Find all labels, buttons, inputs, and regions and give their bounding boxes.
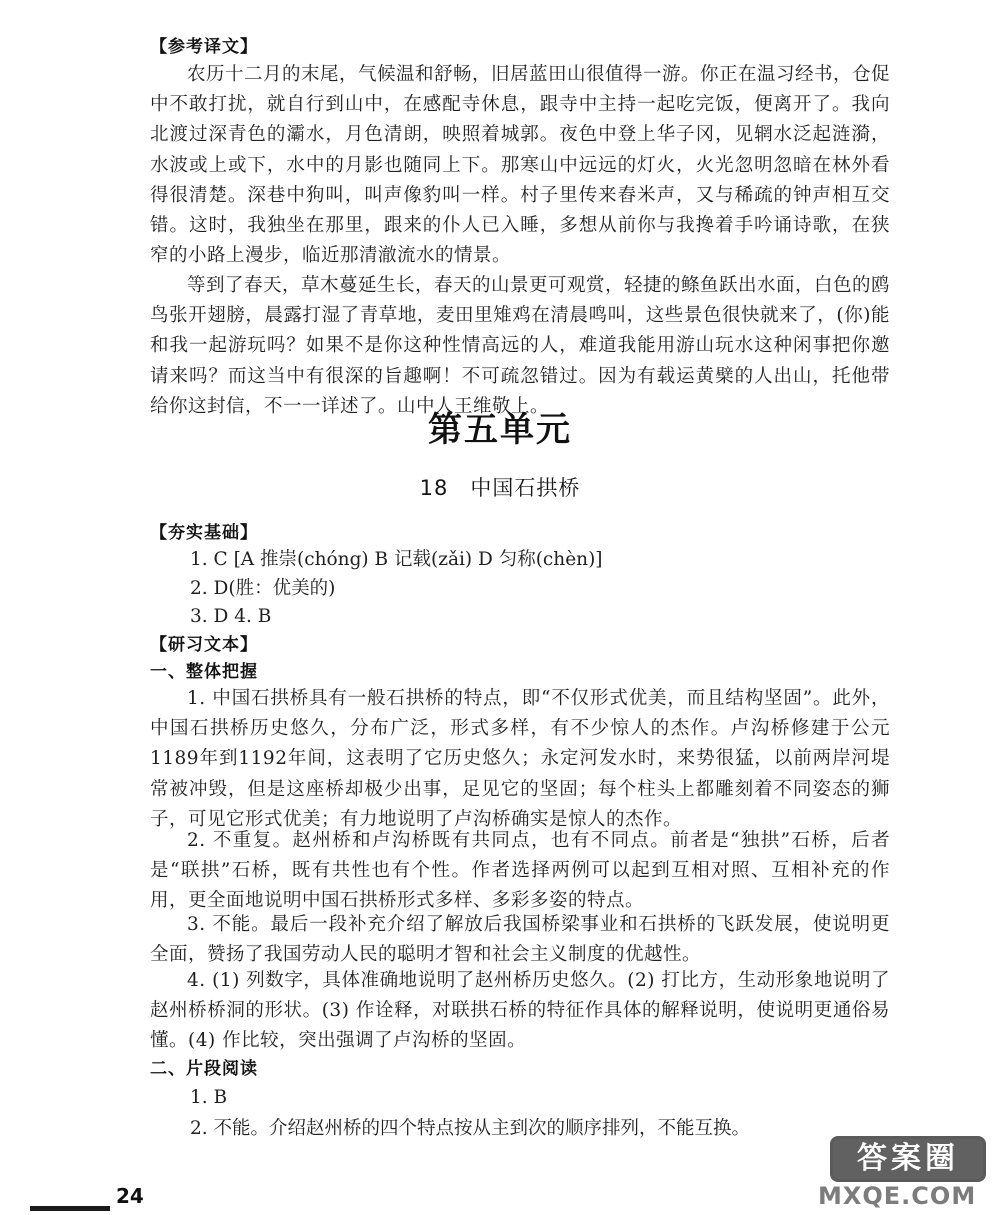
- foundation-answer-3: 3. D 4. B: [190, 606, 272, 627]
- study-part1-heading: 一、整体把握: [150, 662, 258, 682]
- page-number: 24: [116, 1184, 144, 1208]
- study-part1-answer-2: 2. 不重复。赵州桥和卢沟桥既有共同点，也有不同点。前者是“独拱”石桥，后者是“联拱”石桥，既有共性也有个性。作者选择两例可以起到互相对照、互相补充的作用，更全面地说明中国石拱桥形式多样、多彩多姿的特点。: [150, 830, 890, 912]
- translation-paragraph-2: 等到了春天，草木蔓延生长，春天的山景更可观赏，轻捷的鲦鱼跃出水面，白色的鸥鸟张开翅膀，晨露打湿了青草地，麦田里雉鸡在清晨鸣叫，这些景色很快就来了，(你)能和我一起游玩吗？如果不是你这种性情高远的人，难道我能用游山玩水这种闲事把你邀请来吗？而这当中有很深的旨趣啊！不可疏忽错过。因为有载运黄檗的人出山，托他带给你这封信，不一一详述了。山中人王维敬上。: [150, 275, 891, 417]
- foundation-heading: 【夯实基础】: [150, 523, 258, 543]
- translation-heading: 【参考译文】: [150, 37, 258, 57]
- study-part2-answer-1: 1. B: [190, 1087, 228, 1108]
- lesson-name: 中国石拱桥: [470, 476, 581, 500]
- foundation-answer-1: 1. C [A 推崇(chóng) B 记载(zǎi) D 匀称(chèn)]: [190, 549, 603, 570]
- watermark-logo: 答案圈: [830, 1136, 986, 1182]
- study-part1-answer-1: 1. 中国石拱桥具有一般石拱桥的特点，即“不仅形式优美，而且结构坚固”。此外，中国石拱桥历史悠久，分布广泛，形式多样，有不少惊人的杰作。卢沟桥修建于公元1189年到1192年间，这表明了它历史悠久；永定河发水时，来势很猛，以前两岸河堤常被冲毁，但是这座桥却极少出事，足见它的坚固；每个柱头上都雕刻着不同姿态的狮子，可见它形式优美；有力地说明了卢沟桥确实是惊人的杰作。: [150, 688, 890, 830]
- lesson-number: 18: [419, 476, 449, 500]
- lesson-title: [0, 474, 1000, 502]
- page-number-bar: [30, 1206, 110, 1211]
- study-heading: 【研习文本】: [150, 635, 258, 655]
- study-part1-answer-4: 4. (1) 列数字，具体准确地说明了赵州桥历史悠久。(2) 打比方，生动形象地说明了赵州桥桥洞的形状。(3) 作诠释，对联拱石桥的特征作具体的解释说明，使说明更通俗易懂。(4) 作比较，突出强调了卢沟桥的坚固。: [150, 970, 890, 1052]
- foundation-answer-2: 2. D(胜：优美的): [190, 578, 336, 599]
- unit-title: 第五单元: [428, 410, 572, 450]
- study-part1-answer-3: 3. 不能。最后一段补充介绍了解放后我国桥梁事业和石拱桥的飞跃发展，使说明更全面，赞扬了我国劳动人民的聪明才智和社会主义制度的优越性。: [150, 914, 890, 966]
- study-part2-answer-2: 2. 不能。介绍赵州桥的四个特点按从主到次的顺序排列，不能互换。: [190, 1118, 751, 1139]
- translation-paragraph-1: 农历十二月的末尾，气候温和舒畅，旧居蓝田山很值得一游。你正在温习经书，仓促中不敢打扰，就自行到山中，在感配寺休息，跟寺中主持一起吃完饭，便离开了。我向北渡过深青色的灞水，月色清朗，映照着城郭。夜色中登上华子冈，见辋水泛起涟漪，水波或上或下，水中的月影也随同上下。那寒山中远远的灯火，火光忽明忽暗在林外看得很清楚。深巷中狗叫，叫声像豹叫一样。村子里传来舂米声，又与稀疏的钟声相互交错。这时，我独坐在那里，跟来的仆人已入睡，多想从前你与我搀着手吟诵诗歌，在狭窄的小路上漫步，临近那清澈流水的情景。: [150, 64, 891, 267]
- watermark-url: MXQE.COM: [818, 1182, 977, 1210]
- study-part2-heading: 二、片段阅读: [150, 1059, 258, 1079]
